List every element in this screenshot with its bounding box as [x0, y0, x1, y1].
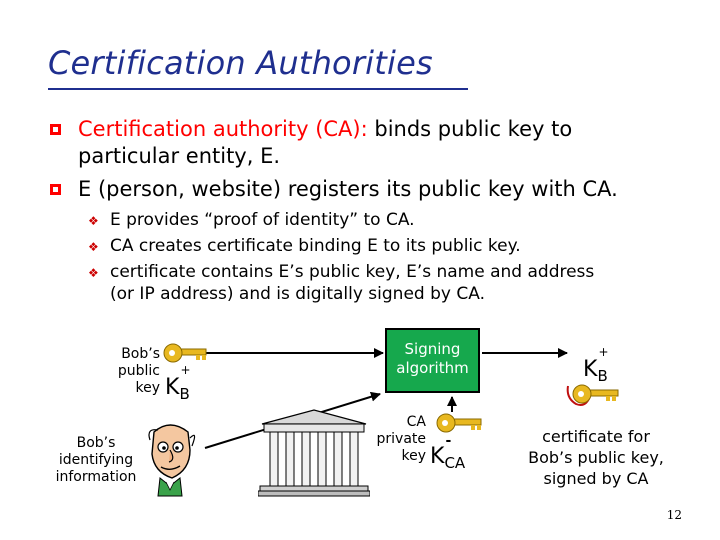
certificate-key-icon [566, 380, 622, 410]
certificate-caption: certificate for Bob’s public key, signed by CA [528, 427, 664, 488]
sub-bullet-3: certificate contains E’s public key, E’s name and address [110, 262, 595, 282]
ca-building-icon [258, 408, 370, 498]
bob-identity-label: Bob’s identifying information [55, 435, 137, 485]
sub-bullet-2: CA creates certificate binding E to its public key. [110, 236, 521, 256]
signing-box-line-2: algorithm [396, 359, 469, 377]
ca-private-key-label: CA private key [376, 414, 426, 464]
bob-public-key-symbol: K + $_B$ [165, 363, 191, 403]
bullet-1-line-2: particular entity, E. [78, 144, 281, 168]
private-key-icon [436, 412, 484, 434]
signing-algorithm-box [385, 328, 480, 393]
sub-bullet-1: E provides “proof of identity” to CA. [110, 210, 415, 230]
certificate-key-symbol: K + $_B$ [583, 345, 609, 385]
bob-face-icon [140, 420, 200, 498]
page-number: 12 [666, 508, 682, 522]
bullet-2: E (person, website) registers its public key with CA. [78, 177, 618, 201]
signing-box-line-1: Signing [404, 340, 461, 358]
public-key-icon [163, 342, 208, 364]
bullet-1-text: binds public key to [367, 117, 573, 141]
ca-private-key-symbol: K - $_{CA}$ [430, 433, 466, 472]
page-title: Certification Authorities [48, 44, 433, 82]
bullet-1-term: Certification authority (CA): [78, 117, 368, 141]
diamond-bullet-icon: ❖ [88, 266, 99, 280]
bob-public-key-label: Bob’s public key [117, 346, 160, 396]
diamond-bullet-icon: ❖ [88, 240, 99, 254]
sub-bullet-3-continued: (or IP address) and is digitally signed by CA. [110, 284, 485, 304]
diamond-bullet-icon: ❖ [88, 214, 99, 228]
